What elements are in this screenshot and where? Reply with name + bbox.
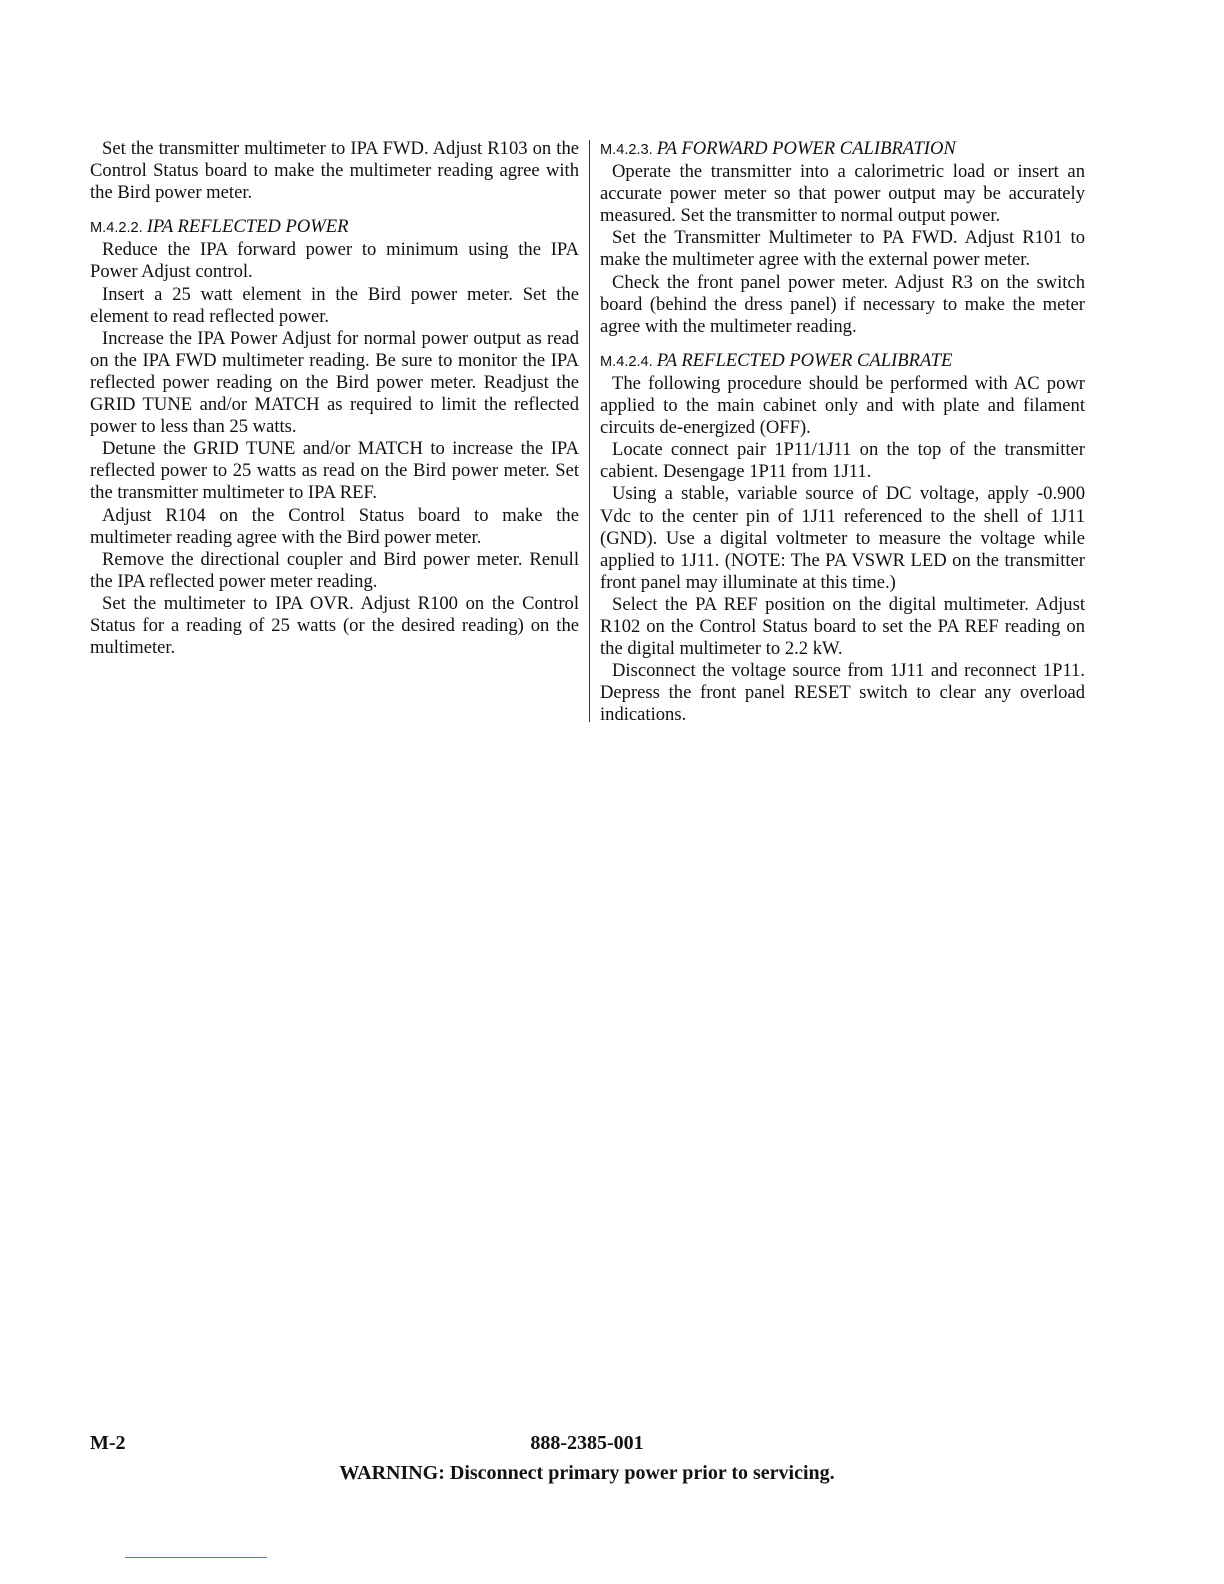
paragraph: Set the Transmitter Multimeter to PA FWD. Adjust R101 to make the multimeter agree with the external power meter. (600, 227, 1085, 271)
section-number: M.4.2.4. (600, 353, 653, 370)
paragraph: The following procedure should be performed with AC powr applied to the main cabinet only and with plate and filament circuits de-energized (OFF). (600, 372, 1085, 439)
page-number: M-2 (90, 1432, 126, 1454)
section-heading-ipa-reflected-power (90, 216, 579, 239)
column-divider (589, 140, 590, 722)
paragraph: Remove the directional coupler and Bird power meter. Renull the IPA reflected power meter reading. (90, 548, 579, 592)
section-number: M.4.2.3. (600, 142, 653, 158)
scan-underline-mark (125, 1557, 267, 1558)
paragraph: Reduce the IPA forward power to minimum using the IPA Power Adjust control. (90, 239, 579, 283)
section-number: M.4.2.2. (90, 220, 143, 237)
paragraph: Increase the IPA Power Adjust for normal power output as read on the IPA FWD multimeter reading. Be sure to monitor the IPA reflected power reading on the Bird power meter. Readjust the GRID TUNE and/or MATCH as required to limit the reflected power to less than 25 watts. (90, 327, 579, 438)
paragraph: Disconnect the voltage source from 1J11 and reconnect 1P11. Depress the front panel RESET switch to clear any overload indications. (600, 660, 1085, 726)
paragraph: Adjust R104 on the Control Status board to make the multimeter reading agree with the Bird power meter. (90, 504, 579, 548)
paragraph: Check the front panel power meter. Adjust R3 on the switch board (behind the dress panel) if necessary to make the meter agree with the multimeter reading. (600, 271, 1085, 337)
paragraph: Set the transmitter multimeter to IPA FWD. Adjust R103 on the Control Status board to make the multimeter reading agree with the Bird power meter. (90, 138, 579, 204)
paragraph: Using a stable, variable source of DC voltage, apply -0.900 Vdc to the center pin of 1J11 referenced to the shell of 1J11 (GND). Use a digital voltmeter to measure the voltage while applied to 1J11. (NOTE: The PA VSWR LED on the transmitter front panel may illuminate at this time.) (600, 483, 1085, 593)
paragraph: Select the PA REF position on the digital multimeter. Adjust R102 on the Control Status board to set the PA REF reading on the digital multimeter to 2.2 kW. (600, 593, 1085, 660)
section-heading-pa-forward-power (600, 138, 1085, 161)
section-title: PA REFLECTED POWER CALIBRATE (656, 349, 953, 371)
section-title: PA FORWARD POWER CALIBRATION (656, 138, 956, 159)
paragraph: Locate connect pair 1P11/1J11 on the top of the transmitter cabient. Desengage 1P11 from 1J11. (600, 439, 1085, 483)
paragraph: Insert a 25 watt element in the Bird power meter. Set the element to read reflected power. (90, 283, 579, 327)
section-heading-pa-reflected-power (600, 350, 1085, 373)
paragraph: Set the multimeter to IPA OVR. Adjust R100 on the Control Status for a reading of 25 watts (or the desired reading) on the multimeter. (90, 592, 579, 659)
paragraph: Operate the transmitter into a calorimetric load or insert an accurate power meter so that power output may be accurately measured. Set the transmitter to normal output power. (600, 161, 1085, 227)
paragraph: Detune the GRID TUNE and/or MATCH to increase the IPA reflected power to 25 watts as read on the Bird power meter. Set the transmitter multimeter to IPA REF. (90, 438, 579, 504)
warning-footer: WARNING: Disconnect primary power prior to servicing. (339, 1462, 835, 1484)
left-column (90, 138, 579, 659)
right-column (600, 138, 1085, 726)
document-number: 888-2385-001 (530, 1432, 644, 1454)
section-title: IPA REFLECTED POWER (146, 216, 349, 238)
